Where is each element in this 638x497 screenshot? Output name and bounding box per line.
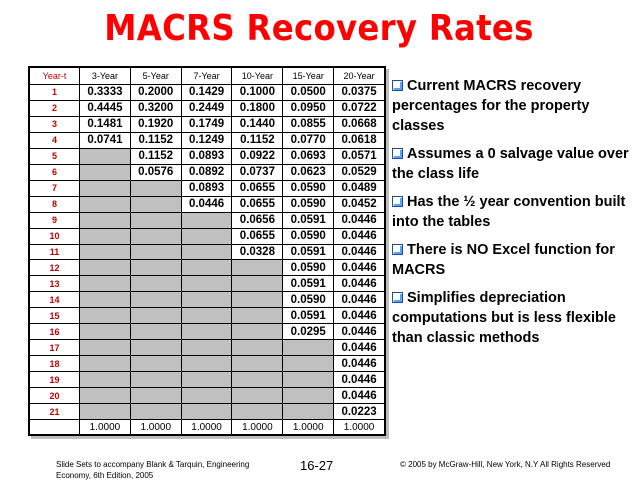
empty-cell	[181, 228, 232, 244]
rate-cell: 0.0446	[334, 212, 385, 228]
rate-cell: 0.0446	[334, 308, 385, 324]
empty-cell	[130, 244, 181, 260]
empty-cell	[283, 388, 334, 404]
rate-cell: 0.0655	[232, 196, 283, 212]
bullet-list	[392, 76, 632, 356]
rate-cell: 0.1440	[232, 116, 283, 132]
rate-cell: 0.0950	[283, 100, 334, 116]
empty-cell	[181, 276, 232, 292]
rate-cell: 0.0618	[334, 132, 385, 148]
rate-cell: 0.0446	[334, 276, 385, 292]
empty-cell	[80, 292, 131, 308]
bullet-text: Assumes a 0 salvage value over the class life	[392, 146, 629, 182]
table-row	[30, 196, 385, 212]
empty-cell	[232, 388, 283, 404]
column-header-year: Year-t	[30, 68, 80, 85]
empty-cell	[80, 372, 131, 388]
table-row	[30, 340, 385, 356]
table-row	[30, 356, 385, 372]
empty-cell	[283, 356, 334, 372]
rate-cell: 0.0576	[130, 164, 181, 180]
bullet-item	[392, 192, 632, 232]
empty-cell	[232, 308, 283, 324]
column-header-class: 5-Year	[130, 68, 181, 85]
table-row	[30, 276, 385, 292]
rate-cell: 0.0446	[334, 388, 385, 404]
table-row	[30, 292, 385, 308]
checkbox-bullet-icon	[392, 148, 403, 159]
rate-cell: 0.0452	[334, 196, 385, 212]
bullet-text: Simplifies depreciation computations but is less flexible than classic methods	[392, 290, 616, 346]
rate-cell: 0.0591	[283, 244, 334, 260]
rate-cell: 0.0446	[334, 372, 385, 388]
empty-cell	[181, 308, 232, 324]
year-cell: 14	[30, 292, 80, 308]
rate-cell: 0.0446	[334, 228, 385, 244]
empty-cell	[130, 292, 181, 308]
rate-cell: 0.0722	[334, 100, 385, 116]
year-cell: 5	[30, 148, 80, 164]
year-cell: 4	[30, 132, 80, 148]
empty-cell	[80, 212, 131, 228]
year-cell: 1	[30, 85, 80, 101]
empty-cell	[80, 148, 131, 164]
rate-cell: 0.0295	[283, 324, 334, 340]
rate-cell: 0.0893	[181, 180, 232, 196]
column-header-class: 15-Year	[283, 68, 334, 85]
rate-cell: 0.0446	[334, 292, 385, 308]
rate-cell: 0.2449	[181, 100, 232, 116]
checkbox-bullet-icon	[392, 244, 403, 255]
table-row	[30, 100, 385, 116]
rate-cell: 0.0668	[334, 116, 385, 132]
empty-cell	[181, 356, 232, 372]
slide-title: MACRS Recovery Rates	[104, 8, 534, 49]
table-row	[30, 132, 385, 148]
empty-cell	[130, 180, 181, 196]
table-row	[30, 308, 385, 324]
empty-cell	[283, 372, 334, 388]
rate-cell: 0.1000	[232, 85, 283, 101]
table-row	[30, 388, 385, 404]
rate-cell: 0.0590	[283, 228, 334, 244]
rate-cell: 0.0446	[334, 244, 385, 260]
empty-cell	[130, 340, 181, 356]
year-cell: 7	[30, 180, 80, 196]
column-header-class: 3-Year	[80, 68, 131, 85]
year-cell: 20	[30, 388, 80, 404]
table-row	[30, 372, 385, 388]
bullet-text: Current MACRS recovery percentages for the property classes	[392, 78, 590, 134]
empty-cell	[130, 404, 181, 420]
rate-cell: 0.1249	[181, 132, 232, 148]
rate-cell: 0.1481	[80, 116, 131, 132]
table-row	[30, 324, 385, 340]
table-row	[30, 244, 385, 260]
table-row	[30, 212, 385, 228]
bullet-text: There is NO Excel function for MACRS	[392, 242, 615, 278]
empty-cell	[130, 372, 181, 388]
year-cell: 19	[30, 372, 80, 388]
year-cell: 11	[30, 244, 80, 260]
empty-cell	[181, 340, 232, 356]
total-cell: 1.0000	[130, 420, 181, 435]
rate-cell: 0.1152	[130, 148, 181, 164]
empty-cell	[181, 388, 232, 404]
table-row	[30, 228, 385, 244]
empty-cell	[80, 196, 131, 212]
bullet-text: Has the ½ year convention built into the tables	[392, 194, 626, 230]
year-cell: 13	[30, 276, 80, 292]
empty-cell	[232, 324, 283, 340]
rate-cell: 0.0693	[283, 148, 334, 164]
column-header-class: 20-Year	[334, 68, 385, 85]
rate-cell: 0.2000	[130, 85, 181, 101]
column-header-class: 7-Year	[181, 68, 232, 85]
total-cell: 1.0000	[181, 420, 232, 435]
rate-cell: 0.4445	[80, 100, 131, 116]
rate-cell: 0.0590	[283, 260, 334, 276]
rate-cell: 0.0770	[283, 132, 334, 148]
empty-cell	[130, 228, 181, 244]
empty-cell	[181, 372, 232, 388]
rate-cell: 0.0446	[334, 356, 385, 372]
bullet-item	[392, 76, 632, 136]
year-cell: 15	[30, 308, 80, 324]
empty-cell	[283, 340, 334, 356]
empty-cell	[80, 180, 131, 196]
year-cell: 9	[30, 212, 80, 228]
rate-cell: 0.0655	[232, 228, 283, 244]
totals-row	[30, 420, 385, 435]
empty-cell	[232, 292, 283, 308]
year-cell: 6	[30, 164, 80, 180]
rate-cell: 0.0446	[334, 324, 385, 340]
total-cell: 1.0000	[334, 420, 385, 435]
rate-cell: 0.0529	[334, 164, 385, 180]
table-row	[30, 148, 385, 164]
empty-cell	[80, 260, 131, 276]
empty-cell	[130, 388, 181, 404]
empty-cell	[80, 356, 131, 372]
rate-cell: 0.0375	[334, 85, 385, 101]
empty-cell	[80, 340, 131, 356]
rate-cell: 0.1152	[232, 132, 283, 148]
macrs-rate-table	[29, 67, 385, 435]
total-cell: 1.0000	[232, 420, 283, 435]
rate-cell: 0.0591	[283, 276, 334, 292]
table-header-row	[30, 68, 385, 85]
rate-cell: 0.0489	[334, 180, 385, 196]
empty-cell	[130, 324, 181, 340]
rate-cell: 0.0590	[283, 196, 334, 212]
rate-cell: 0.0741	[80, 132, 131, 148]
footer-source-note: Slide Sets to accompany Blank & Tarquin, Engineering Economy, 6th Edition, 2005	[56, 460, 250, 480]
empty-cell	[181, 324, 232, 340]
year-cell: 18	[30, 356, 80, 372]
rate-cell: 0.0591	[283, 308, 334, 324]
table-row	[30, 404, 385, 420]
table-row	[30, 260, 385, 276]
table-body	[30, 85, 385, 435]
rate-cell: 0.0623	[283, 164, 334, 180]
rate-cell: 0.0590	[283, 180, 334, 196]
checkbox-bullet-icon	[392, 292, 403, 303]
copyright-note: © 2005 by McGraw-Hill, New York, N.Y All Rights Reserved	[400, 460, 611, 469]
rate-cell: 0.0571	[334, 148, 385, 164]
rate-cell: 0.0591	[283, 212, 334, 228]
table-row	[30, 164, 385, 180]
rate-cell: 0.0223	[334, 404, 385, 420]
checkbox-bullet-icon	[392, 80, 403, 91]
empty-cell	[181, 260, 232, 276]
empty-cell	[130, 212, 181, 228]
column-header-class: 10-Year	[232, 68, 283, 85]
rate-cell: 0.0737	[232, 164, 283, 180]
year-cell: 2	[30, 100, 80, 116]
empty-cell	[80, 324, 131, 340]
bullet-item	[392, 144, 632, 184]
empty-cell	[130, 276, 181, 292]
total-cell: 1.0000	[283, 420, 334, 435]
empty-cell	[181, 292, 232, 308]
rate-cell: 0.0446	[334, 340, 385, 356]
bullet-item	[392, 288, 632, 348]
table-row	[30, 116, 385, 132]
empty-cell	[232, 372, 283, 388]
rate-cell: 0.3333	[80, 85, 131, 101]
empty-cell	[80, 276, 131, 292]
rate-cell: 0.1152	[130, 132, 181, 148]
rate-cell: 0.0855	[283, 116, 334, 132]
empty-cell	[181, 404, 232, 420]
totals-label-cell	[30, 420, 80, 435]
year-cell: 12	[30, 260, 80, 276]
empty-cell	[232, 404, 283, 420]
rate-cell: 0.0922	[232, 148, 283, 164]
table-row	[30, 180, 385, 196]
rate-cell: 0.0656	[232, 212, 283, 228]
bullet-item	[392, 240, 632, 280]
rate-cell: 0.0446	[181, 196, 232, 212]
empty-cell	[80, 164, 131, 180]
rate-cell: 0.0893	[181, 148, 232, 164]
empty-cell	[80, 308, 131, 324]
empty-cell	[232, 356, 283, 372]
rate-cell: 0.3200	[130, 100, 181, 116]
rate-cell: 0.0446	[334, 260, 385, 276]
empty-cell	[283, 404, 334, 420]
empty-cell	[232, 340, 283, 356]
year-cell: 21	[30, 404, 80, 420]
rate-cell: 0.1800	[232, 100, 283, 116]
empty-cell	[232, 260, 283, 276]
year-cell: 17	[30, 340, 80, 356]
empty-cell	[130, 196, 181, 212]
empty-cell	[130, 260, 181, 276]
empty-cell	[181, 212, 232, 228]
rate-cell: 0.0500	[283, 85, 334, 101]
year-cell: 10	[30, 228, 80, 244]
total-cell: 1.0000	[80, 420, 131, 435]
rate-cell: 0.0655	[232, 180, 283, 196]
rate-cell: 0.0892	[181, 164, 232, 180]
empty-cell	[181, 244, 232, 260]
rate-cell: 0.1429	[181, 85, 232, 101]
empty-cell	[80, 228, 131, 244]
rate-cell: 0.0590	[283, 292, 334, 308]
rate-cell: 0.1749	[181, 116, 232, 132]
page-number: 16-27	[300, 458, 334, 473]
year-cell: 3	[30, 116, 80, 132]
year-cell: 8	[30, 196, 80, 212]
empty-cell	[80, 244, 131, 260]
year-cell: 16	[30, 324, 80, 340]
macrs-rate-table-frame	[28, 66, 386, 436]
rate-cell: 0.0328	[232, 244, 283, 260]
empty-cell	[232, 276, 283, 292]
empty-cell	[130, 308, 181, 324]
empty-cell	[80, 388, 131, 404]
checkbox-bullet-icon	[392, 196, 403, 207]
rate-cell: 0.1920	[130, 116, 181, 132]
empty-cell	[130, 356, 181, 372]
table-row	[30, 85, 385, 101]
empty-cell	[80, 404, 131, 420]
